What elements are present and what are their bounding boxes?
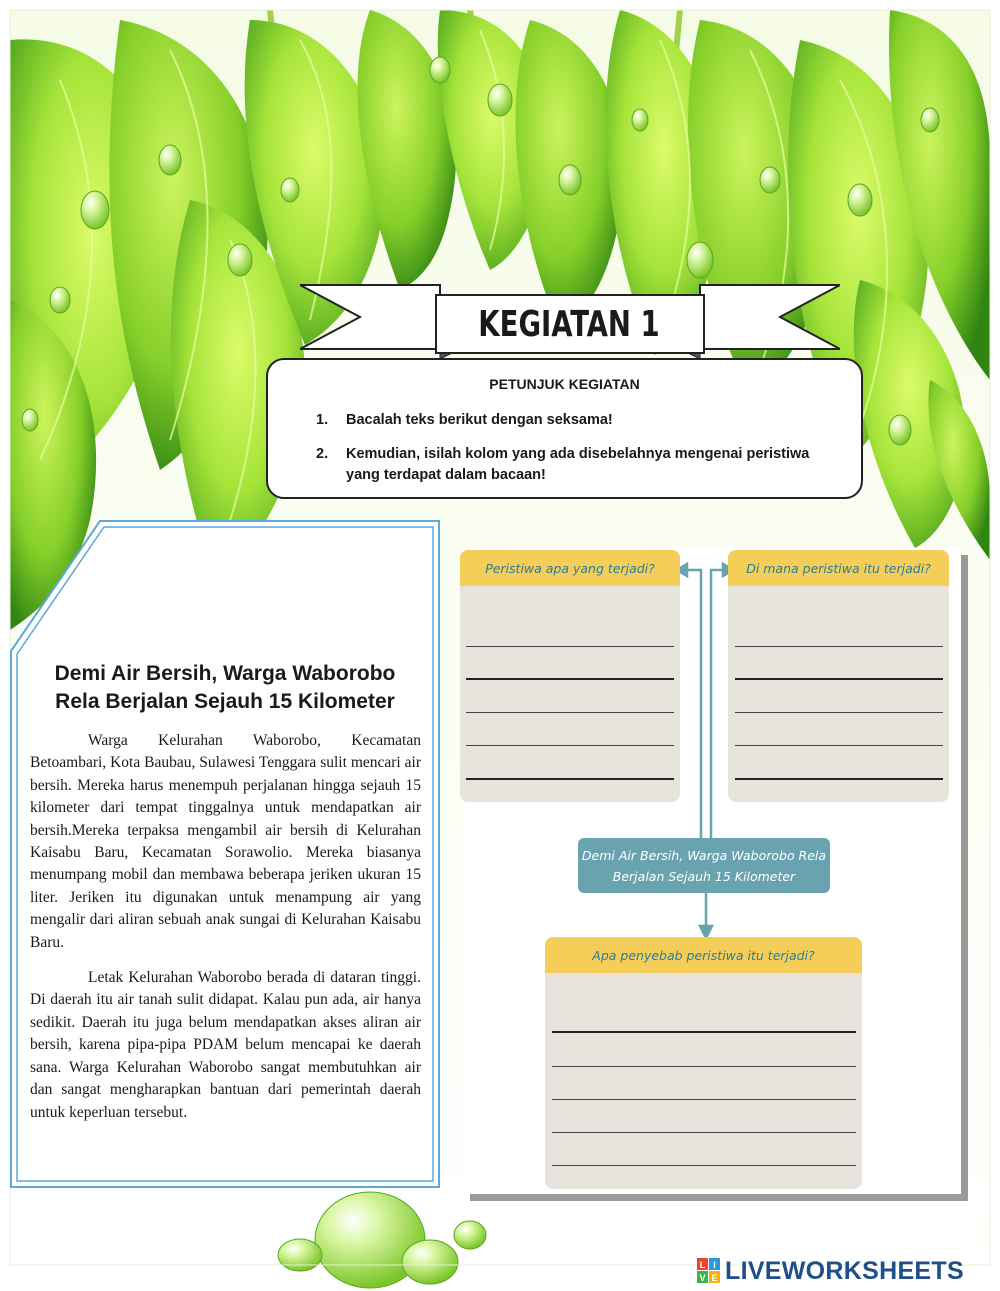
liveworksheets-icon (697, 1258, 721, 1284)
article-title: Demi Air Bersih, Warga Waborobo Rela Berjalan Sejauh 15 Kilometer (54, 662, 396, 713)
activity-title: KEGIATAN 1 (478, 303, 660, 345)
why-box (545, 937, 862, 1189)
article-paragraph: Letak Kelurahan Waborobo berada di dataran tinggi. Di daerah itu air tanah sulit didapat. Kalau pun ada, air hanya sedikit. Daerah itu juga belum mendapatkan akses aliran air bersih, karena pipa-pipa PDAM belum mencapai ke daerah sana. Warga Kelurahan Waborobo sangat membutuhkan air dan sangat mengharapkan bantuan dari pemerintah daerah untuk keperluan tersebut. (30, 969, 421, 1121)
what-answer-line[interactable] (466, 712, 674, 713)
where-answer-line[interactable] (735, 778, 943, 780)
instruction-text: Kemudian, isilah kolom yang ada disebelahnya mengenai peristiwa yang terdapat dalam bacaan! (346, 446, 810, 483)
where-answer-line[interactable] (735, 745, 943, 746)
logo-letter: V (699, 1273, 706, 1283)
instruction-number: 1. (316, 412, 329, 428)
why-answer-line[interactable] (552, 1066, 856, 1067)
what-answer-line[interactable] (466, 745, 674, 746)
what-answer-line[interactable] (466, 678, 674, 680)
instruction-text: Bacalah teks berikut dengan seksama! (346, 412, 613, 428)
instruction-number: 2. (316, 446, 329, 462)
what-answer-line[interactable] (466, 646, 674, 647)
why-label: Apa penyebab peristiwa itu terjadi? (545, 937, 862, 973)
logo-letter: I (713, 1260, 716, 1270)
why-answer-line[interactable] (552, 1165, 856, 1166)
where-answer-line[interactable] (735, 678, 943, 680)
instruction-item (316, 444, 846, 486)
what-box (460, 550, 680, 802)
why-answer-line[interactable] (552, 1132, 856, 1133)
why-answer-line[interactable] (552, 1099, 856, 1100)
what-label: Peristiwa apa yang terjadi? (460, 550, 680, 586)
logo-letter: L (699, 1260, 706, 1270)
logo-letter: E (711, 1273, 718, 1283)
liveworksheets-logo (697, 1257, 964, 1285)
article-paragraph: Warga Kelurahan Waborobo, Kecamatan Betoambari, Kota Baubau, Sulawesi Tenggara sulit mencari air bersih. Mereka harus menempuh perjalanan hingga sejauh 15 kilometer dari tempat tinggalnya untuk mendapatkan air bersih.Mereka terpaksa mengambil air bersih di Kelurahan Kaisabu Baru, Kecamatan Sorawolio. Mereka biasanya menumpang mobil dan membawa beberapa jeriken ukuran 15 liter. Jeriken itu digunakan untuk menampung air yang mengalir dari aliran sebuah anak sungai di Kelurahan Kaisabu Baru. (30, 732, 421, 951)
where-answer-line[interactable] (735, 646, 943, 647)
article-body (30, 730, 421, 1137)
where-box (728, 550, 949, 802)
why-answer-line[interactable] (552, 1031, 856, 1033)
instructions-panel (266, 358, 863, 499)
where-label: Di mana peristiwa itu terjadi? (728, 550, 949, 586)
liveworksheets-brand: LIVEWORKSHEETS (725, 1256, 964, 1285)
instruction-item (316, 410, 846, 431)
where-answer-line[interactable] (735, 712, 943, 713)
organizer-center-title: Demi Air Bersih, Warga Waborobo Rela Berjalan Sejauh 15 Kilometer (578, 838, 830, 893)
instructions-title: PETUNJUK KEGIATAN (489, 376, 640, 392)
what-answer-line[interactable] (466, 778, 674, 780)
